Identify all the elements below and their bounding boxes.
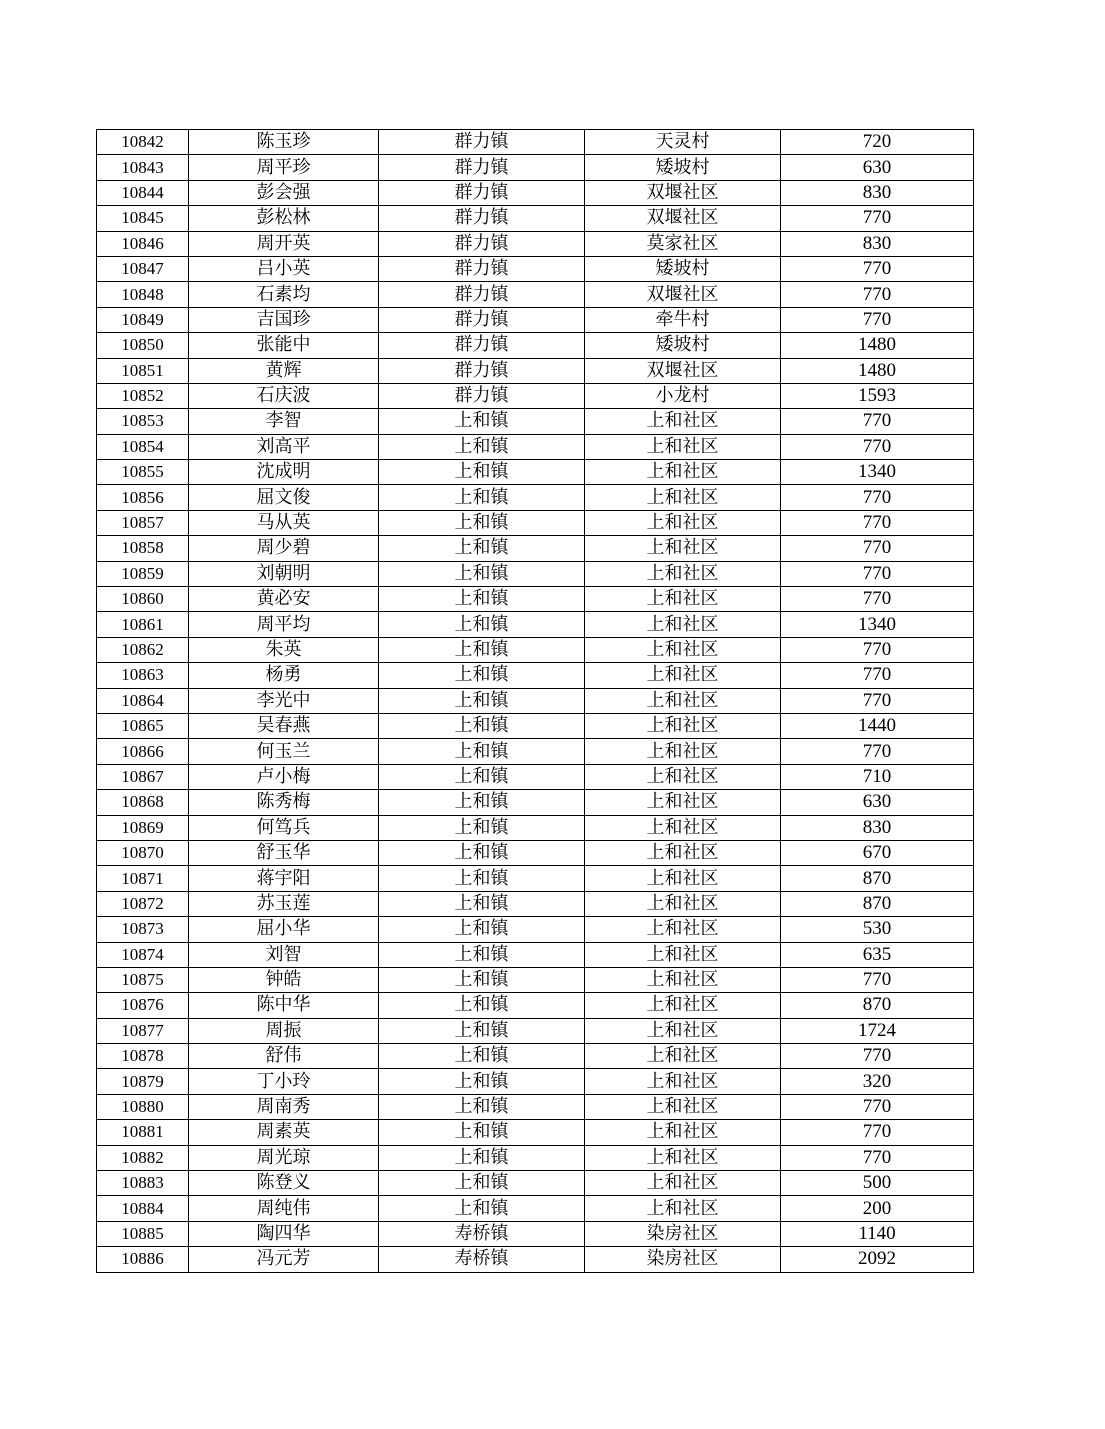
town-cell: 上和镇 [379,510,585,535]
amount-cell: 770 [781,409,974,434]
name-cell: 周振 [189,1018,379,1043]
row-id-cell: 10875 [97,967,189,992]
table-row [97,536,974,561]
row-id-cell: 10850 [97,333,189,358]
name-cell: 周开英 [189,231,379,256]
row-id-cell: 10873 [97,917,189,942]
name-cell: 蒋宇阳 [189,866,379,891]
village-cell: 双堰社区 [585,206,781,231]
town-cell: 上和镇 [379,967,585,992]
village-cell: 染房社区 [585,1247,781,1272]
amount-cell: 770 [781,536,974,561]
table-row [97,434,974,459]
village-cell: 上和社区 [585,688,781,713]
village-cell: 双堰社区 [585,358,781,383]
village-cell: 上和社区 [585,764,781,789]
amount-cell: 200 [781,1196,974,1221]
name-cell: 吴春燕 [189,713,379,738]
amount-cell: 1593 [781,383,974,408]
table-row [97,333,974,358]
name-cell: 周平珍 [189,155,379,180]
amount-cell: 710 [781,764,974,789]
table-row [97,1069,974,1094]
town-cell: 上和镇 [379,1094,585,1119]
row-id-cell: 10852 [97,383,189,408]
table-row [97,612,974,637]
table-row [97,180,974,205]
amount-cell: 770 [781,434,974,459]
row-id-cell: 10870 [97,840,189,865]
name-cell: 吕小英 [189,256,379,281]
name-cell: 彭会强 [189,180,379,205]
row-id-cell: 10843 [97,155,189,180]
name-cell: 周少碧 [189,536,379,561]
amount-cell: 635 [781,942,974,967]
village-cell: 上和社区 [585,1094,781,1119]
amount-cell: 830 [781,231,974,256]
table-row [97,587,974,612]
name-cell: 冯元芳 [189,1247,379,1272]
table-row [97,713,974,738]
name-cell: 周光琼 [189,1145,379,1170]
name-cell: 李光中 [189,688,379,713]
amount-cell: 770 [781,1044,974,1069]
amount-cell: 770 [781,485,974,510]
name-cell: 周南秀 [189,1094,379,1119]
town-cell: 上和镇 [379,1120,585,1145]
town-cell: 上和镇 [379,460,585,485]
name-cell: 杨勇 [189,663,379,688]
name-cell: 彭松林 [189,206,379,231]
row-id-cell: 10879 [97,1069,189,1094]
town-cell: 群力镇 [379,256,585,281]
name-cell: 吉国珍 [189,307,379,332]
amount-cell: 830 [781,180,974,205]
town-cell: 上和镇 [379,1018,585,1043]
table-row [97,917,974,942]
amount-cell: 770 [781,739,974,764]
name-cell: 陶四华 [189,1221,379,1246]
table-row [97,231,974,256]
town-cell: 上和镇 [379,1196,585,1221]
amount-cell: 770 [781,967,974,992]
table-row [97,993,974,1018]
table-row [97,1171,974,1196]
name-cell: 刘高平 [189,434,379,459]
village-cell: 上和社区 [585,510,781,535]
village-cell: 上和社区 [585,434,781,459]
town-cell: 上和镇 [379,815,585,840]
table-row [97,256,974,281]
amount-cell: 630 [781,790,974,815]
row-id-cell: 10882 [97,1145,189,1170]
row-id-cell: 10842 [97,130,189,155]
amount-cell: 1340 [781,460,974,485]
row-id-cell: 10847 [97,256,189,281]
table-row [97,1221,974,1246]
table-row [97,663,974,688]
amount-cell: 770 [781,256,974,281]
amount-cell: 770 [781,663,974,688]
village-cell: 牵牛村 [585,307,781,332]
table-row [97,739,974,764]
village-cell: 双堰社区 [585,282,781,307]
amount-cell: 1340 [781,612,974,637]
town-cell: 上和镇 [379,891,585,916]
village-cell: 小龙村 [585,383,781,408]
amount-cell: 770 [781,587,974,612]
name-cell: 屈小华 [189,917,379,942]
row-id-cell: 10844 [97,180,189,205]
village-cell: 上和社区 [585,840,781,865]
row-id-cell: 10865 [97,713,189,738]
name-cell: 周纯伟 [189,1196,379,1221]
table-row [97,460,974,485]
town-cell: 上和镇 [379,993,585,1018]
town-cell: 群力镇 [379,282,585,307]
row-id-cell: 10883 [97,1171,189,1196]
name-cell: 刘智 [189,942,379,967]
table-row [97,637,974,662]
table-row [97,1094,974,1119]
table-row [97,358,974,383]
name-cell: 苏玉莲 [189,891,379,916]
town-cell: 寿桥镇 [379,1221,585,1246]
town-cell: 上和镇 [379,663,585,688]
town-cell: 上和镇 [379,485,585,510]
name-cell: 朱英 [189,637,379,662]
row-id-cell: 10851 [97,358,189,383]
table-row [97,764,974,789]
name-cell: 舒玉华 [189,840,379,865]
town-cell: 上和镇 [379,587,585,612]
row-id-cell: 10878 [97,1044,189,1069]
table-row [97,942,974,967]
village-cell: 上和社区 [585,1171,781,1196]
table-row [97,967,974,992]
town-cell: 上和镇 [379,917,585,942]
village-cell: 天灵村 [585,130,781,155]
row-id-cell: 10884 [97,1196,189,1221]
village-cell: 上和社区 [585,866,781,891]
row-id-cell: 10854 [97,434,189,459]
town-cell: 上和镇 [379,739,585,764]
village-cell: 上和社区 [585,663,781,688]
table-row [97,840,974,865]
village-cell: 上和社区 [585,815,781,840]
table-row [97,891,974,916]
village-cell: 上和社区 [585,1069,781,1094]
name-cell: 李智 [189,409,379,434]
town-cell: 上和镇 [379,561,585,586]
table-row [97,1120,974,1145]
row-id-cell: 10881 [97,1120,189,1145]
amount-cell: 320 [781,1069,974,1094]
name-cell: 石庆波 [189,383,379,408]
table-row [97,485,974,510]
amount-cell: 770 [781,510,974,535]
village-cell: 双堰社区 [585,180,781,205]
name-cell: 沈成明 [189,460,379,485]
amount-cell: 770 [781,307,974,332]
table-row [97,409,974,434]
table-row [97,155,974,180]
town-cell: 上和镇 [379,713,585,738]
row-id-cell: 10858 [97,536,189,561]
name-cell: 周平均 [189,612,379,637]
table-row [97,383,974,408]
amount-cell: 500 [781,1171,974,1196]
table-row [97,1018,974,1043]
table-body [97,130,974,1273]
village-cell: 莫家社区 [585,231,781,256]
row-id-cell: 10853 [97,409,189,434]
amount-cell: 670 [781,840,974,865]
name-cell: 卢小梅 [189,764,379,789]
village-cell: 上和社区 [585,917,781,942]
village-cell: 染房社区 [585,1221,781,1246]
village-cell: 上和社区 [585,1145,781,1170]
town-cell: 群力镇 [379,307,585,332]
village-cell: 上和社区 [585,967,781,992]
name-cell: 周素英 [189,1120,379,1145]
row-id-cell: 10867 [97,764,189,789]
village-cell: 上和社区 [585,409,781,434]
village-cell: 上和社区 [585,891,781,916]
row-id-cell: 10846 [97,231,189,256]
row-id-cell: 10872 [97,891,189,916]
row-id-cell: 10855 [97,460,189,485]
town-cell: 上和镇 [379,1145,585,1170]
row-id-cell: 10876 [97,993,189,1018]
town-cell: 群力镇 [379,130,585,155]
row-id-cell: 10859 [97,561,189,586]
row-id-cell: 10871 [97,866,189,891]
row-id-cell: 10885 [97,1221,189,1246]
village-cell: 矮坡村 [585,256,781,281]
name-cell: 何笃兵 [189,815,379,840]
village-cell: 上和社区 [585,1018,781,1043]
amount-cell: 870 [781,866,974,891]
town-cell: 上和镇 [379,790,585,815]
row-id-cell: 10869 [97,815,189,840]
name-cell: 陈玉珍 [189,130,379,155]
table-row [97,1196,974,1221]
row-id-cell: 10849 [97,307,189,332]
row-id-cell: 10862 [97,637,189,662]
table-row [97,1044,974,1069]
name-cell: 黄必安 [189,587,379,612]
name-cell: 陈中华 [189,993,379,1018]
name-cell: 丁小玲 [189,1069,379,1094]
row-id-cell: 10874 [97,942,189,967]
amount-cell: 1724 [781,1018,974,1043]
amount-cell: 1140 [781,1221,974,1246]
row-id-cell: 10877 [97,1018,189,1043]
amount-cell: 870 [781,891,974,916]
amount-cell: 630 [781,155,974,180]
town-cell: 上和镇 [379,434,585,459]
row-id-cell: 10864 [97,688,189,713]
amount-cell: 770 [781,1094,974,1119]
town-cell: 上和镇 [379,536,585,561]
amount-cell: 530 [781,917,974,942]
table-row [97,510,974,535]
town-cell: 群力镇 [379,155,585,180]
town-cell: 上和镇 [379,764,585,789]
village-cell: 上和社区 [585,993,781,1018]
row-id-cell: 10857 [97,510,189,535]
town-cell: 上和镇 [379,409,585,434]
village-cell: 矮坡村 [585,155,781,180]
village-cell: 上和社区 [585,587,781,612]
row-id-cell: 10886 [97,1247,189,1272]
village-cell: 上和社区 [585,561,781,586]
table-row [97,307,974,332]
table-row [97,206,974,231]
row-id-cell: 10863 [97,663,189,688]
name-cell: 黄辉 [189,358,379,383]
amount-cell: 870 [781,993,974,1018]
village-cell: 上和社区 [585,739,781,764]
table-row [97,1247,974,1272]
village-cell: 上和社区 [585,637,781,662]
village-cell: 上和社区 [585,460,781,485]
table-row [97,1145,974,1170]
name-cell: 舒伟 [189,1044,379,1069]
town-cell: 上和镇 [379,1069,585,1094]
table-row [97,688,974,713]
row-id-cell: 10848 [97,282,189,307]
village-cell: 上和社区 [585,1196,781,1221]
town-cell: 寿桥镇 [379,1247,585,1272]
amount-cell: 770 [781,206,974,231]
name-cell: 刘朝明 [189,561,379,586]
name-cell: 钟皓 [189,967,379,992]
row-id-cell: 10845 [97,206,189,231]
town-cell: 群力镇 [379,333,585,358]
data-table [96,129,974,1273]
town-cell: 群力镇 [379,358,585,383]
village-cell: 矮坡村 [585,333,781,358]
amount-cell: 1480 [781,358,974,383]
amount-cell: 770 [781,1120,974,1145]
table-row [97,130,974,155]
village-cell: 上和社区 [585,1120,781,1145]
town-cell: 上和镇 [379,942,585,967]
amount-cell: 770 [781,637,974,662]
name-cell: 石素均 [189,282,379,307]
table-row [97,561,974,586]
amount-cell: 2092 [781,1247,974,1272]
row-id-cell: 10861 [97,612,189,637]
town-cell: 上和镇 [379,840,585,865]
table-row [97,282,974,307]
village-cell: 上和社区 [585,485,781,510]
name-cell: 何玉兰 [189,739,379,764]
row-id-cell: 10868 [97,790,189,815]
village-cell: 上和社区 [585,1044,781,1069]
amount-cell: 720 [781,130,974,155]
row-id-cell: 10866 [97,739,189,764]
row-id-cell: 10856 [97,485,189,510]
town-cell: 上和镇 [379,1171,585,1196]
row-id-cell: 10880 [97,1094,189,1119]
amount-cell: 770 [781,1145,974,1170]
amount-cell: 770 [781,688,974,713]
village-cell: 上和社区 [585,790,781,815]
town-cell: 上和镇 [379,1044,585,1069]
name-cell: 马从英 [189,510,379,535]
name-cell: 张能中 [189,333,379,358]
town-cell: 群力镇 [379,383,585,408]
amount-cell: 830 [781,815,974,840]
town-cell: 上和镇 [379,688,585,713]
table-row [97,790,974,815]
amount-cell: 1440 [781,713,974,738]
name-cell: 陈秀梅 [189,790,379,815]
table-row [97,815,974,840]
town-cell: 上和镇 [379,866,585,891]
village-cell: 上和社区 [585,612,781,637]
town-cell: 群力镇 [379,206,585,231]
village-cell: 上和社区 [585,713,781,738]
name-cell: 屈文俊 [189,485,379,510]
amount-cell: 770 [781,282,974,307]
village-cell: 上和社区 [585,942,781,967]
amount-cell: 1480 [781,333,974,358]
village-cell: 上和社区 [585,536,781,561]
row-id-cell: 10860 [97,587,189,612]
town-cell: 群力镇 [379,231,585,256]
town-cell: 上和镇 [379,612,585,637]
table-row [97,866,974,891]
name-cell: 陈登义 [189,1171,379,1196]
town-cell: 上和镇 [379,637,585,662]
town-cell: 群力镇 [379,180,585,205]
amount-cell: 770 [781,561,974,586]
